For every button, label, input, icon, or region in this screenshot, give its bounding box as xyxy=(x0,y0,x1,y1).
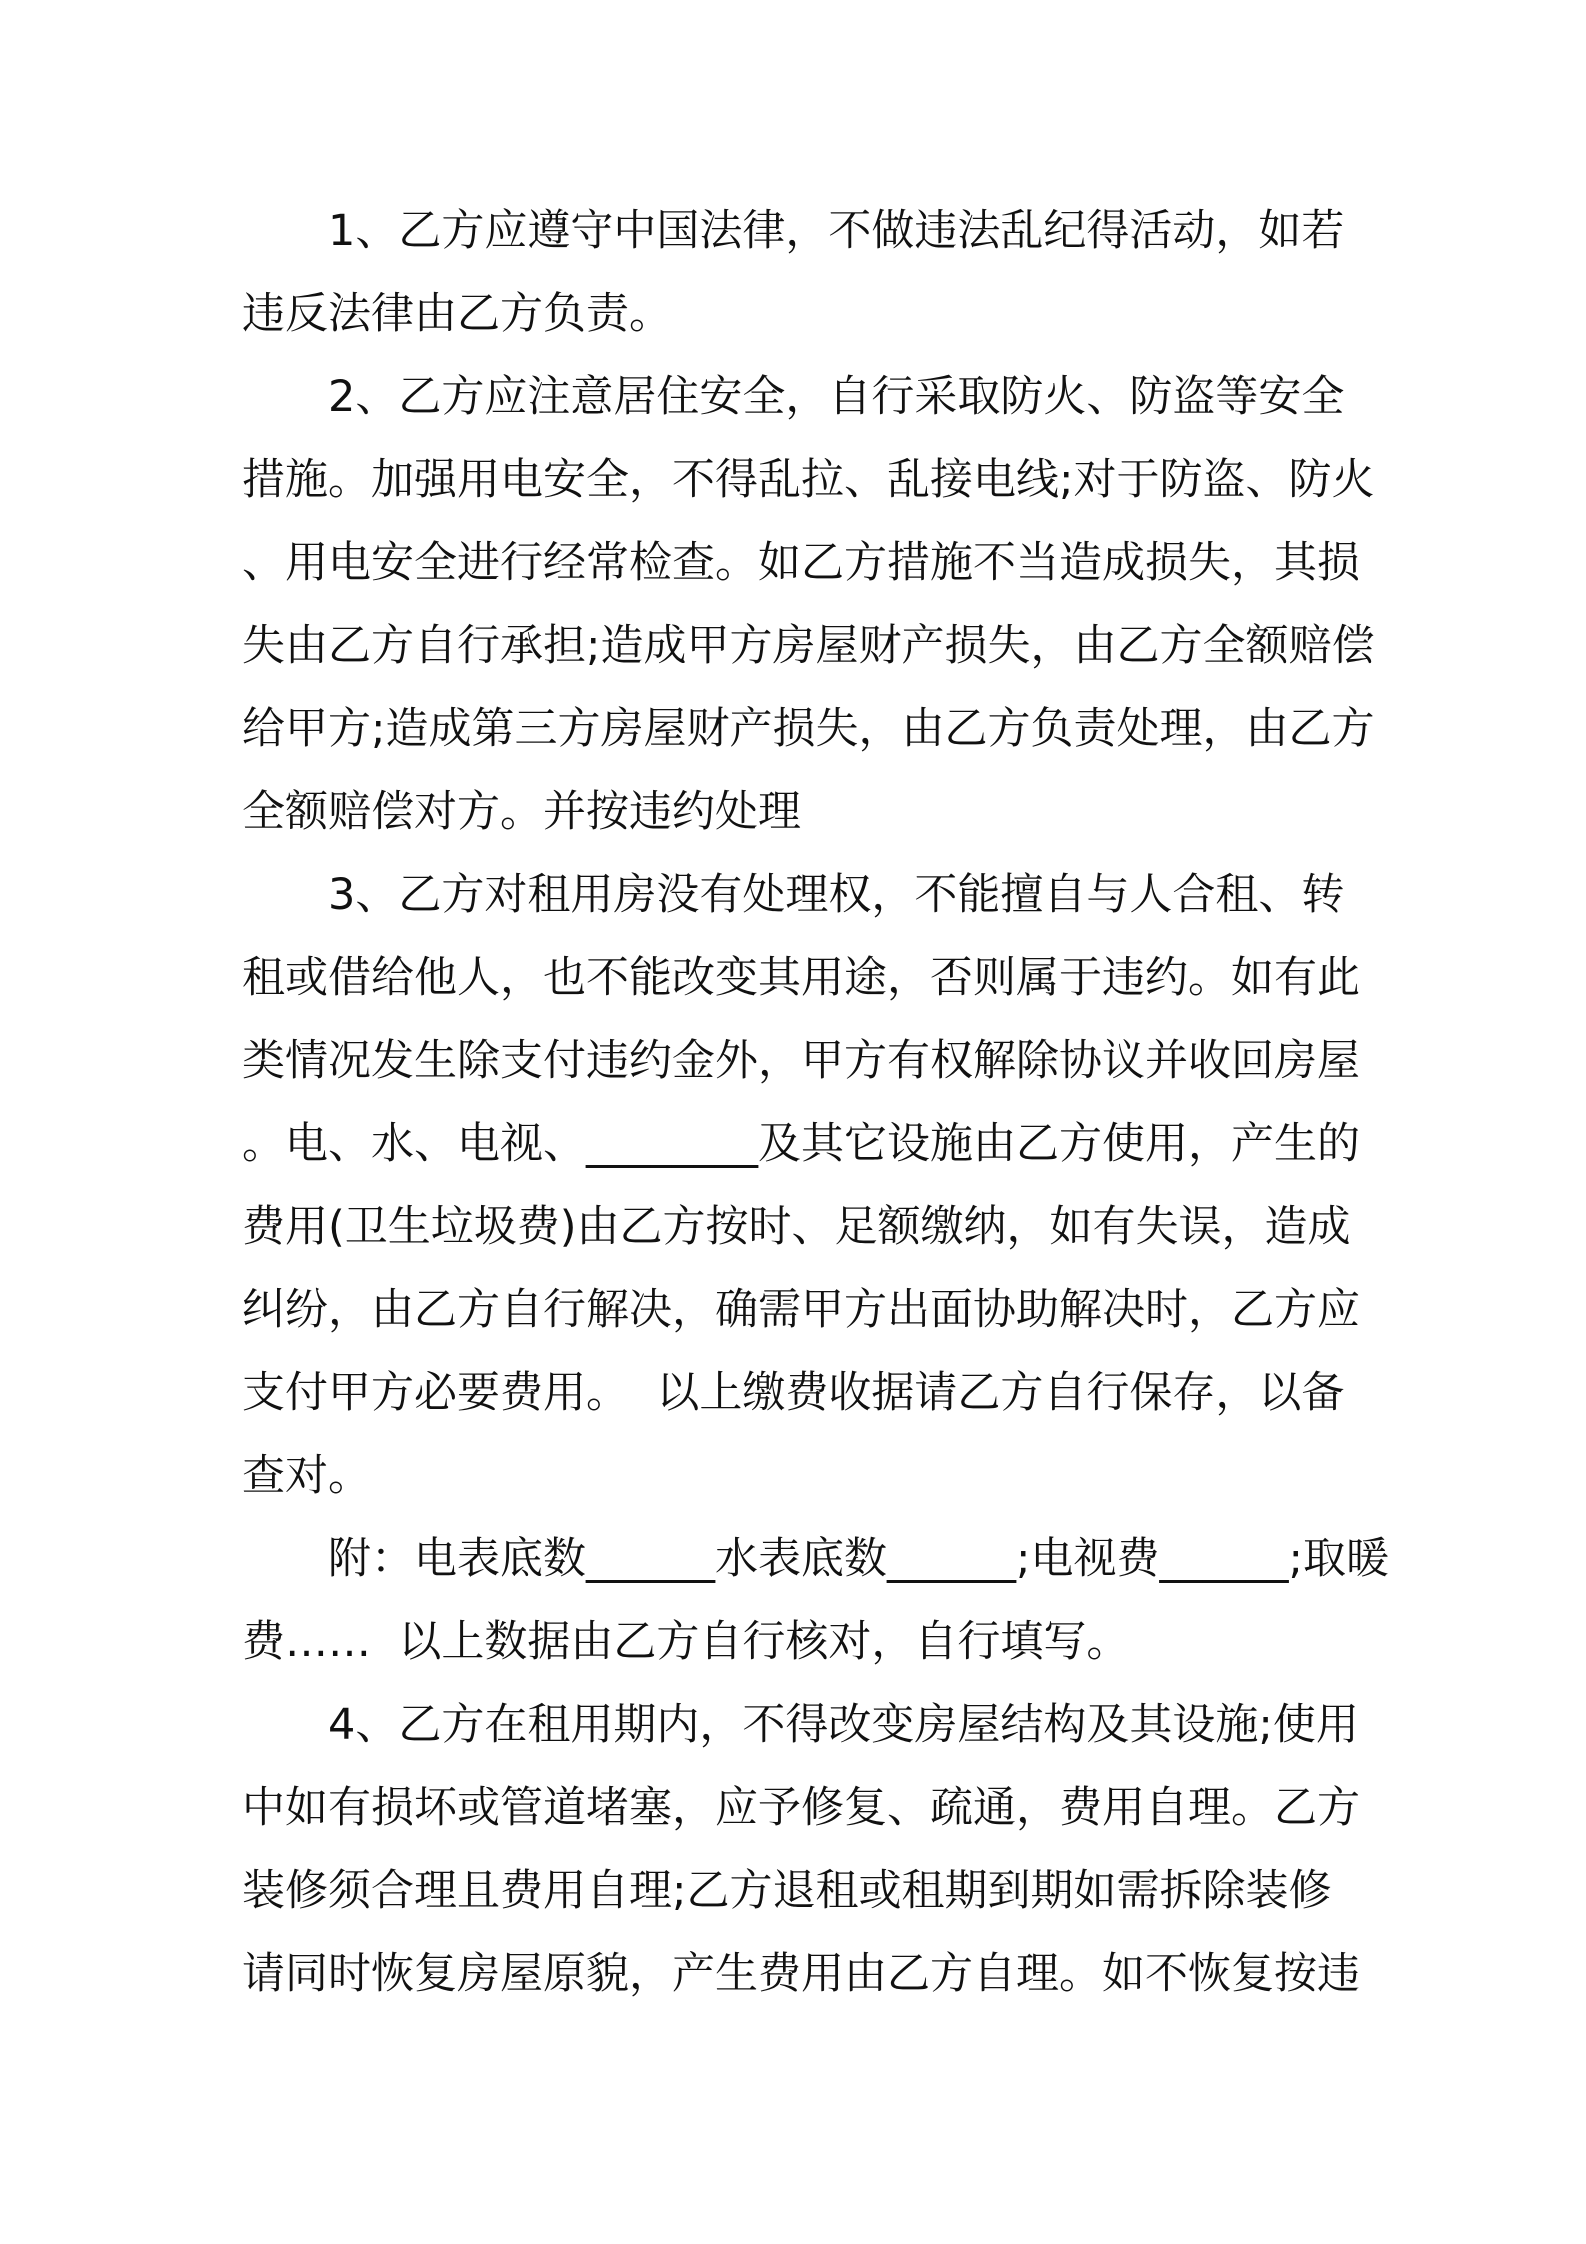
clause-3-line-4: 。电、水、电视、________及其它设施由乙方使用，产生的 xyxy=(242,1119,1360,1169)
clause-1-line-1: 1、乙方应遵守中国法律，不做违法乱纪得活动，如若 xyxy=(328,206,1345,256)
clause-2-line-2: 措施。加强用电安全，不得乱拉、乱接电线;对于防盗、防火 xyxy=(242,455,1375,505)
clause-3-line-8: 查对。 xyxy=(242,1451,371,1501)
document-body xyxy=(242,190,1389,2016)
appendix-line-1: 附：电表底数______水表底数______;电视费______;取暖 xyxy=(328,1534,1389,1584)
clause-4-line-1: 4、乙方在租用期内，不得改变房屋结构及其设施;使用 xyxy=(328,1700,1359,1750)
appendix-line-2: 费…… 以上数据由乙方自行核对，自行填写。 xyxy=(242,1617,1130,1667)
clause-2-line-4: 失由乙方自行承担;造成甲方房屋财产损失，由乙方全额赔偿 xyxy=(242,621,1375,671)
clause-2-line-5: 给甲方;造成第三方房屋财产损失，由乙方负责处理，由乙方 xyxy=(242,704,1375,754)
clause-3-line-6: 纠纷，由乙方自行解决，确需甲方出面协助解决时，乙方应 xyxy=(242,1285,1360,1335)
clause-2-line-1: 2、乙方应注意居住安全，自行采取防火、防盗等安全 xyxy=(328,372,1345,422)
clause-4-line-2: 中如有损坏或管道堵塞，应予修复、疏通，费用自理。乙方 xyxy=(242,1783,1360,1833)
clause-3-line-1: 3、乙方对租用房没有处理权，不能擅自与人合租、转 xyxy=(328,870,1345,920)
clause-4-line-4: 请同时恢复房屋原貌，产生费用由乙方自理。如不恢复按违 xyxy=(242,1949,1360,1999)
clause-2-line-6: 全额赔偿对方。并按违约处理 xyxy=(242,787,801,837)
clause-3-line-2: 租或借给他人，也不能改变其用途，否则属于违约。如有此 xyxy=(242,953,1360,1003)
clause-2-line-3: 、用电安全进行经常检查。如乙方措施不当造成损失，其损 xyxy=(242,538,1360,588)
clause-1-line-2: 违反法律由乙方负责。 xyxy=(242,289,672,339)
clause-3-line-7: 支付甲方必要费用。 以上缴费收据请乙方自行保存，以备 xyxy=(242,1368,1345,1418)
clause-3-line-5: 费用(卫生垃圾费)由乙方按时、足额缴纳，如有失误，造成 xyxy=(242,1202,1351,1252)
clause-3-line-3: 类情况发生除支付违约金外，甲方有权解除协议并收回房屋 xyxy=(242,1036,1360,1086)
clause-4-line-3: 装修须合理且费用自理;乙方退租或租期到期如需拆除装修 xyxy=(242,1866,1332,1916)
